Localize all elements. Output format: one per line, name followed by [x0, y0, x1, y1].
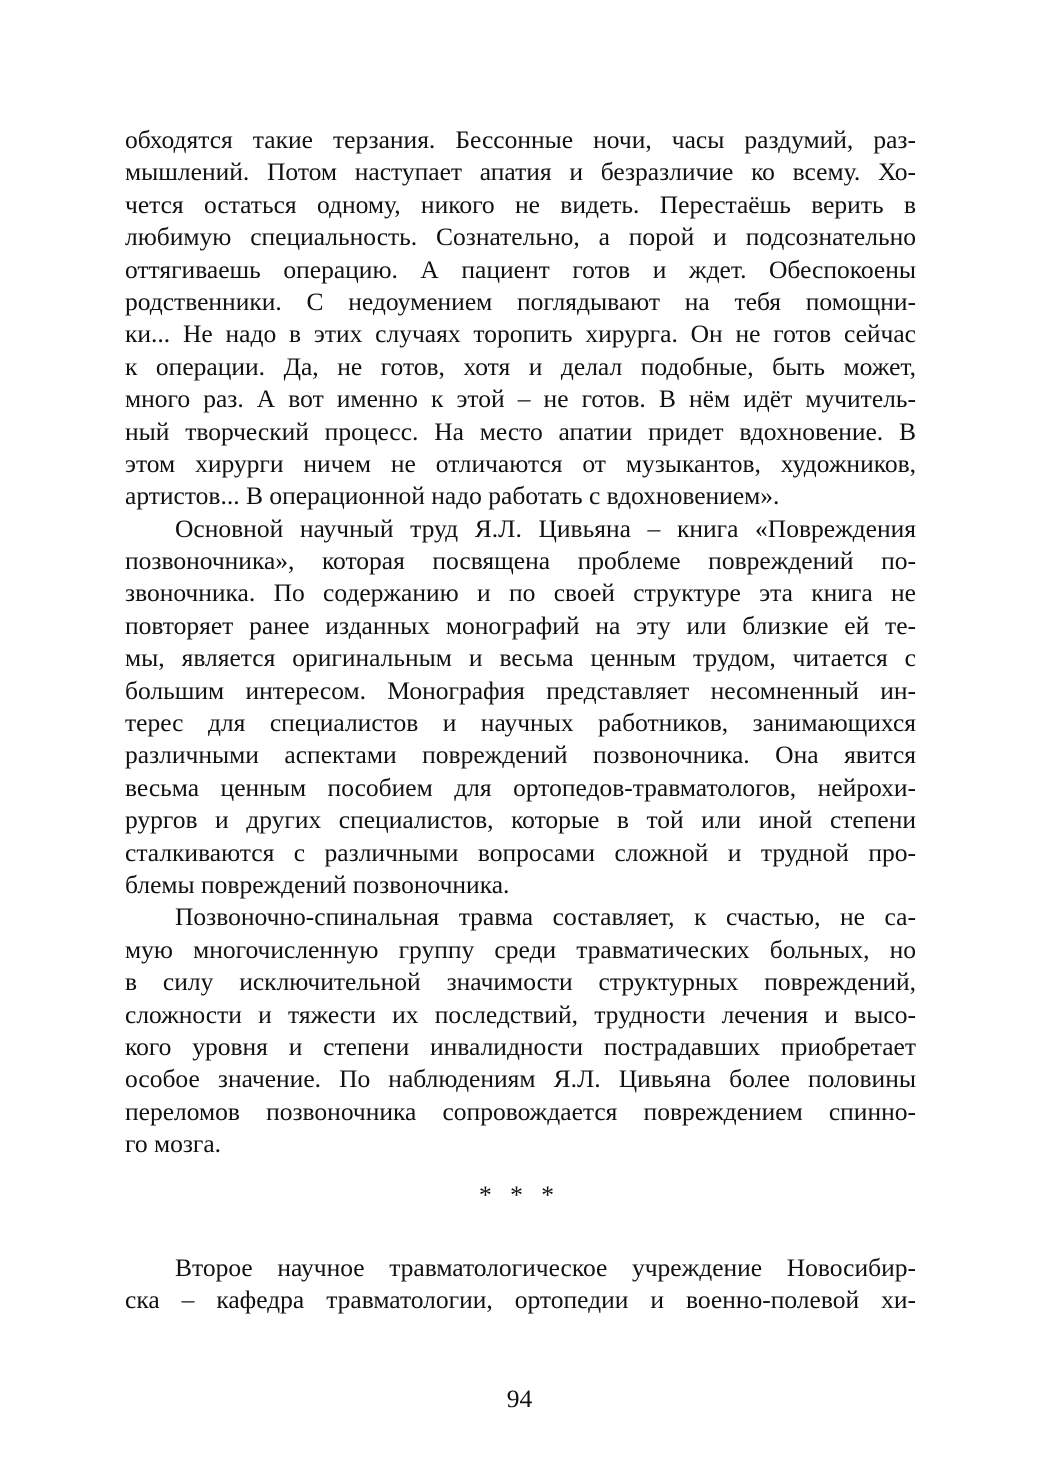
text-line: позвоночника», которая посвящена проблеме повреждений по- [125, 546, 916, 576]
text-line: различными аспектами повреждений позвоночника. Она явится [125, 740, 916, 770]
text-line: этом хирурги ничем не отличаются от музыкантов, художников, [125, 448, 916, 478]
text-line: мы, является оригинальным и весьма ценным трудом, читается с [125, 643, 916, 673]
text-line: оттягиваешь операцию. А пациент готов и ждет. Обеспокоены [125, 254, 916, 284]
text-line: мую многочисленную группу среди травматических больных, но [125, 934, 916, 964]
page-number: 94 [506, 1384, 533, 1413]
paragraph [125, 513, 916, 902]
text-line: ска – кафедра травматологии, ортопедии и военно-полевой хи- [125, 1285, 916, 1315]
text-line: го мозга. [125, 1129, 222, 1159]
text-line: в силу исключительной значимости структурных повреждений, [125, 967, 916, 997]
text-line: обходятся такие терзания. Бессонные ночи, часы раздумий, раз- [125, 125, 916, 154]
text-line: особое значение. По наблюдениям Я.Л. Цивьяна более половины [125, 1064, 916, 1094]
page-body [125, 124, 916, 1161]
text-line: чется остаться одному, никого не видеть. Перестаёшь верить в [125, 189, 916, 219]
text-line: терес для специалистов и научных работников, занимающихся [125, 708, 916, 738]
text-line: сталкиваются с различными вопросами сложной и трудной про- [125, 837, 916, 867]
text-line: ки... Не надо в этих случаях торопить хирурга. Он не готов сейчас [125, 319, 916, 349]
text-line: кого уровня и степени инвалидности пострадавших приобретает [125, 1031, 916, 1061]
final-paragraph [125, 1252, 916, 1317]
text-line: артистов... В операционной надо работать с вдохновением». [125, 481, 780, 511]
text-line: звоночника. По содержанию и по своей структуре эта книга не [125, 578, 916, 608]
text-line: к операции. Да, не готов, хотя и делал подобные, быть может, [125, 351, 916, 381]
text-line: любимую специальность. Сознательно, а порой и подсознательно [125, 222, 916, 252]
text-line: переломов позвоночника сопровождается повреждением спинно- [125, 1096, 916, 1126]
text-line: ный творческий процесс. На место апатии придет вдохновение. В [125, 416, 916, 446]
text-line: много раз. А вот именно к этой – не готов. В нём идёт мучитель- [125, 384, 916, 414]
text-line: рургов и других специалистов, которые в той или иной степени [125, 805, 916, 835]
paragraph [125, 901, 916, 1160]
text-line: Позвоночно-спинальная травма составляет, к счастью, не са- [175, 902, 916, 932]
text-line: блемы повреждений позвоночника. [125, 869, 510, 899]
paragraph [125, 124, 916, 513]
text-line: мышлений. Потом наступает апатия и безразличие ко всему. Хо- [125, 157, 916, 187]
text-line: сложности и тяжести их последствий, трудности лечения и высо- [125, 999, 916, 1029]
text-line: весьма ценным пособием для ортопедов-травматологов, нейрохи- [125, 772, 916, 802]
text-line: Основной научный труд Я.Л. Цивьяна – книга «Повреждения [175, 513, 916, 543]
text-line: большим интересом. Монография представляет несомненный ин- [125, 675, 916, 705]
text-line: Второе научное травматологическое учреждение Новосибир- [175, 1253, 916, 1282]
text-line: повторяет ранее изданных монографий на эту или близкие ей те- [125, 610, 916, 640]
section-separator: * * * [479, 1180, 560, 1209]
text-line: родственники. С недоумением поглядывают на тебя помощни- [125, 286, 916, 316]
